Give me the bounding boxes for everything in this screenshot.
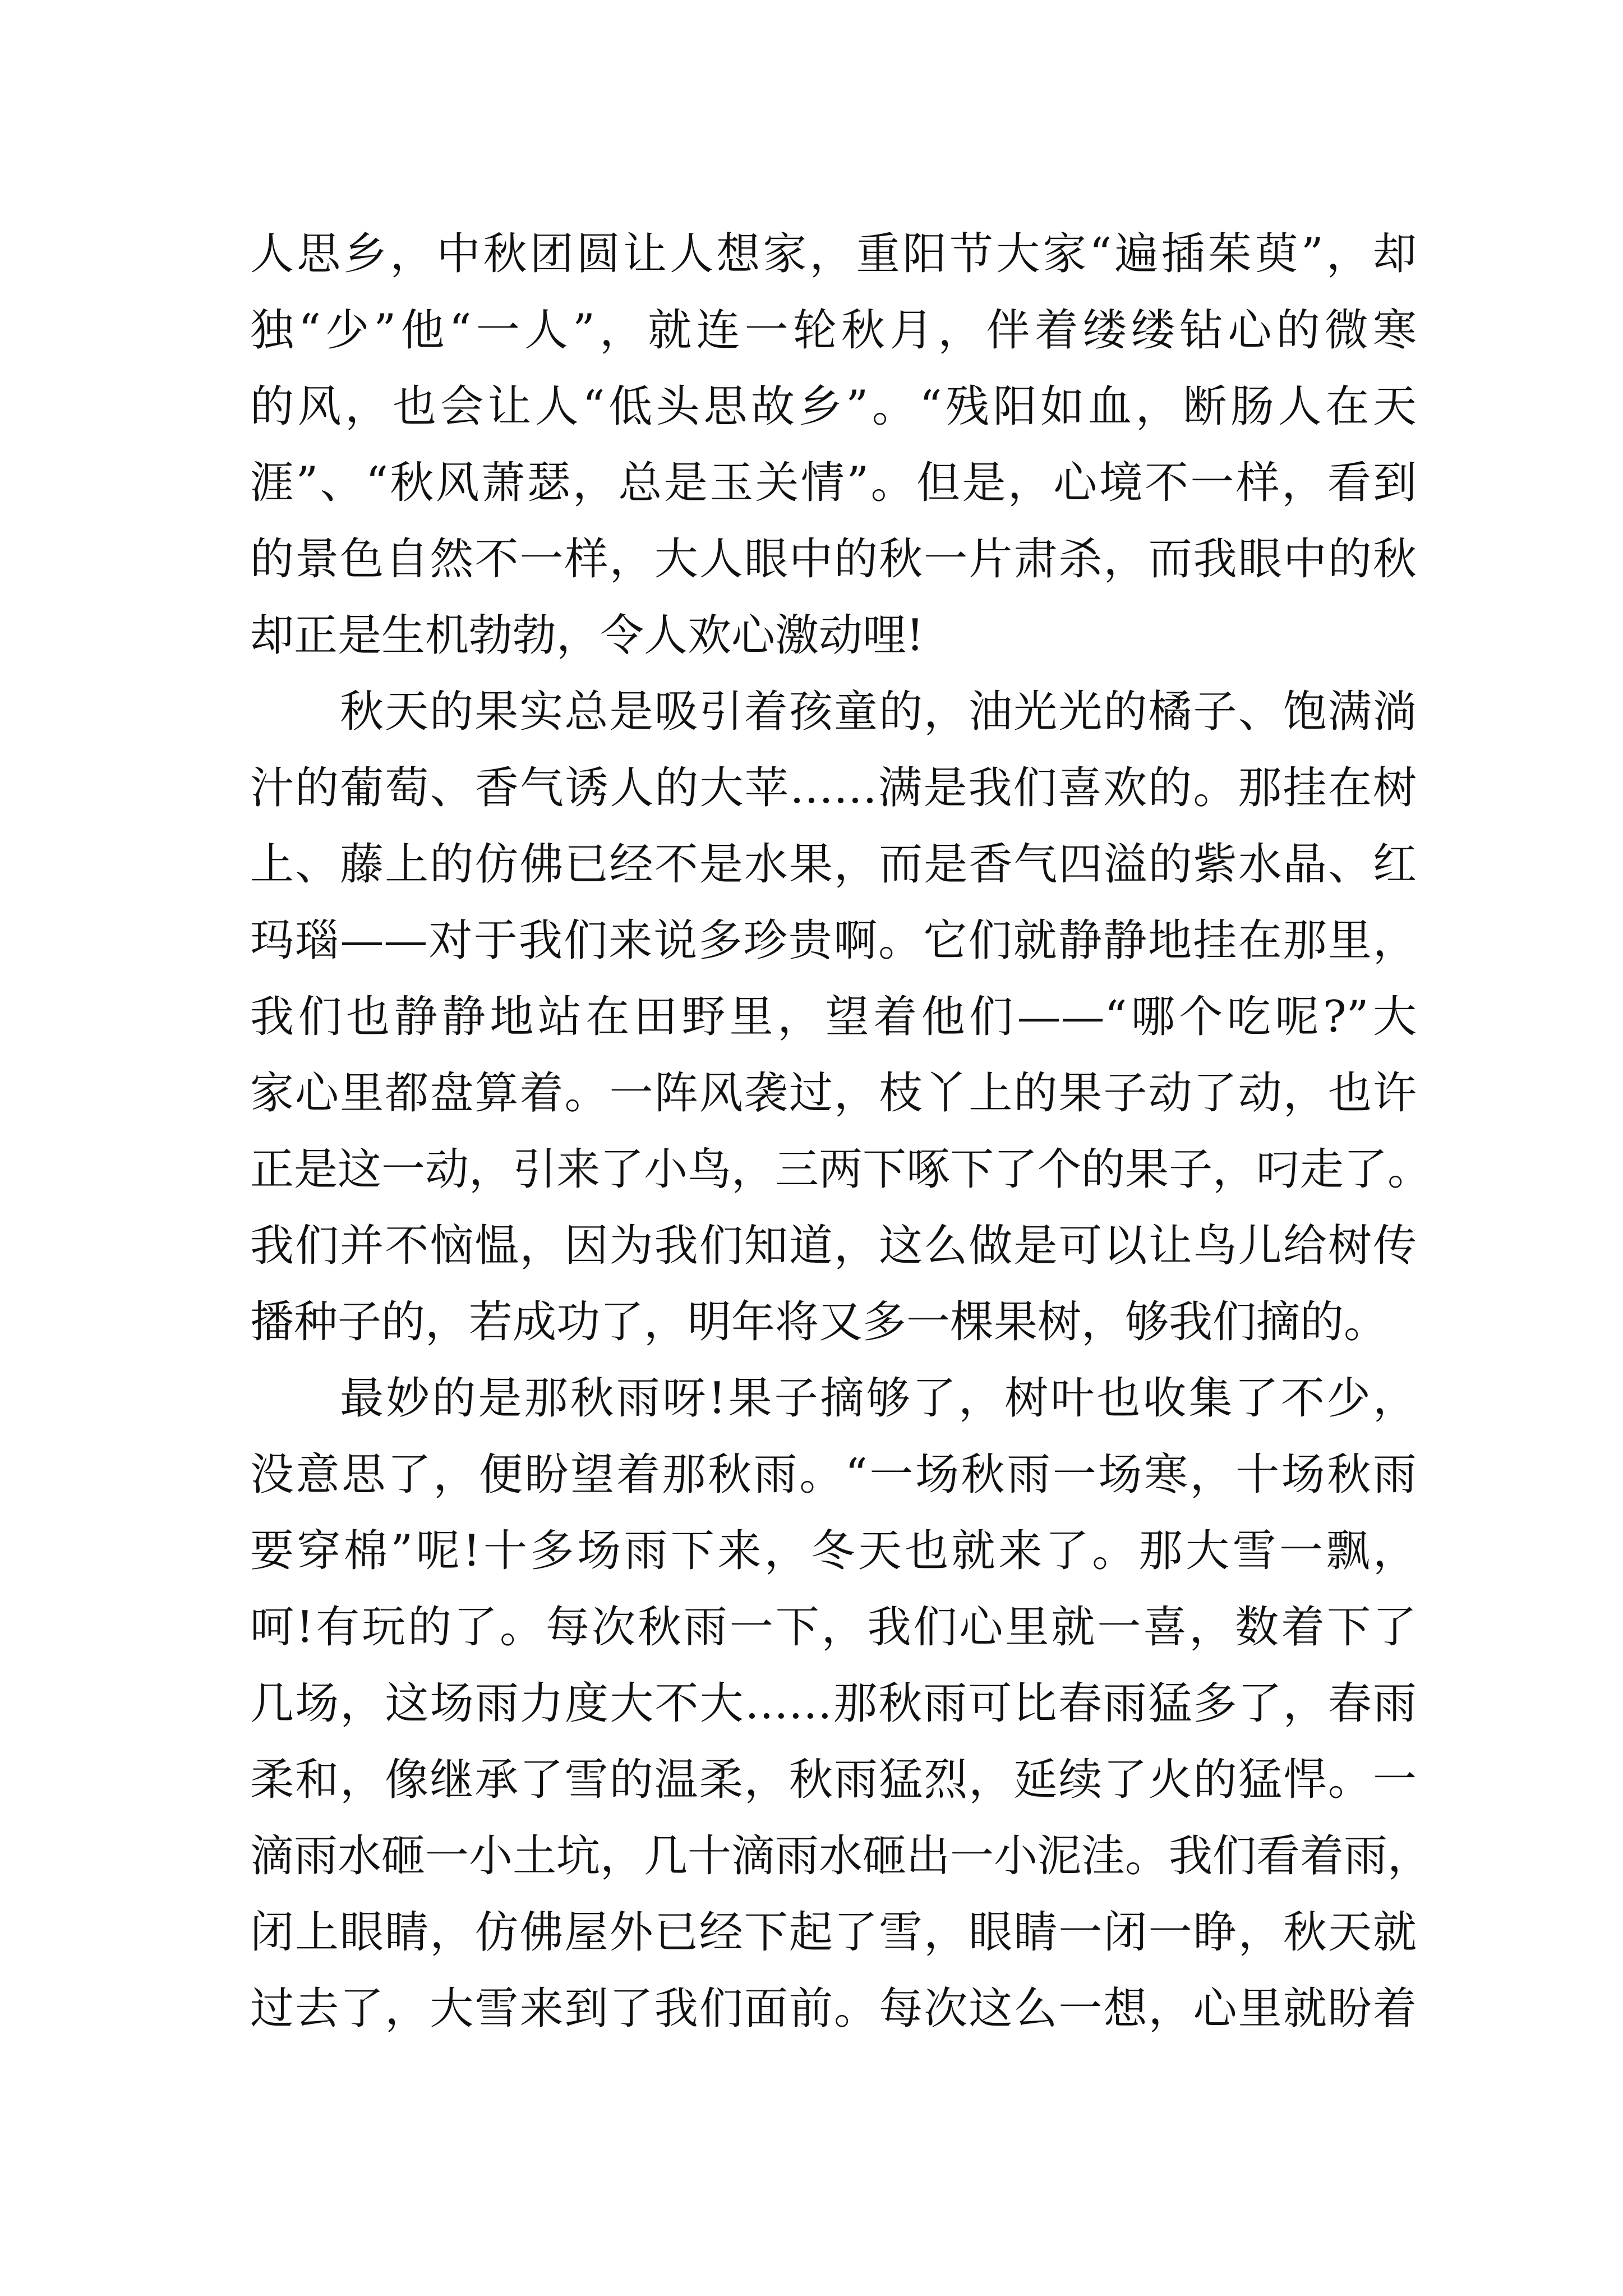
text-line: 的风，也会让人“低头思故乡”。“残阳如血，断肠人在天 <box>250 381 1417 432</box>
paragraph <box>250 674 1432 1360</box>
text-line: 我们并不恼愠，因为我们知道，这么做是可以让鸟儿给树传 <box>250 1221 1417 1271</box>
text-line: 最妙的是那秋雨呀!果子摘够了，树叶也收集了不少， <box>340 1373 1417 1424</box>
text-line: 却正是生机勃勃，令人欢心激动哩! <box>250 610 924 661</box>
text-line: 涯”、“秋风萧瑟，总是玉关情”。但是，心境不一样，看到 <box>250 458 1417 508</box>
text-line: 没意思了，便盼望着那秋雨。“一场秋雨一场寒，十场秋雨 <box>250 1450 1417 1500</box>
text-line: 正是这一动，引来了小鸟，三两下啄下了个的果子，叼走了。 <box>250 1144 1432 1195</box>
paragraph <box>250 1360 1432 2047</box>
text-line: 汁的葡萄、香气诱人的大苹……满是我们喜欢的。那挂在树 <box>250 763 1417 813</box>
document-body <box>250 216 1432 2047</box>
text-line: 几场，这场雨力度大不大……那秋雨可比春雨猛多了，春雨 <box>250 1678 1417 1729</box>
text-line: 我们也静静地站在田野里，望着他们——“哪个吃呢?”大 <box>250 992 1417 1042</box>
text-line: 滴雨水砸一小土坑，几十滴雨水砸出一小泥洼。我们看着雨， <box>250 1831 1432 1881</box>
text-line: 呵!有玩的了。每次秋雨一下，我们心里就一喜，数着下了 <box>250 1602 1417 1653</box>
text-line: 人思乡，中秋团圆让人想家，重阳节大家“遍插茱萸”，却 <box>250 229 1417 279</box>
text-line: 要穿棉”呢!十多场雨下来，冬天也就来了。那大雪一飘， <box>250 1526 1417 1576</box>
paragraph <box>250 216 1417 674</box>
text-line: 的景色自然不一样，大人眼中的秋一片肃杀，而我眼中的秋 <box>250 534 1417 585</box>
text-line: 独“少”他“一人”，就连一轮秋月，伴着缕缕钻心的微寒 <box>250 305 1417 356</box>
text-line: 播种子的，若成功了，明年将又多一棵果树，够我们摘的。 <box>250 1297 1388 1347</box>
text-line: 家心里都盘算着。一阵风袭过，枝丫上的果子动了动，也许 <box>250 1068 1417 1119</box>
text-line: 过去了，大雪来到了我们面前。每次这么一想，心里就盼着 <box>250 1984 1417 2034</box>
text-line: 闭上眼睛，仿佛屋外已经下起了雪，眼睛一闭一睁，秋天就 <box>250 1907 1417 1958</box>
text-line: 柔和，像继承了雪的温柔，秋雨猛烈，延续了火的猛悍。一 <box>250 1755 1417 1805</box>
text-line: 秋天的果实总是吸引着孩童的，油光光的橘子、饱满淌 <box>340 687 1417 737</box>
text-line: 玛瑙——对于我们来说多珍贵啊。它们就静静地挂在那里， <box>250 915 1417 966</box>
text-line: 上、藤上的仿佛已经不是水果，而是香气四溢的紫水晶、红 <box>250 839 1417 890</box>
